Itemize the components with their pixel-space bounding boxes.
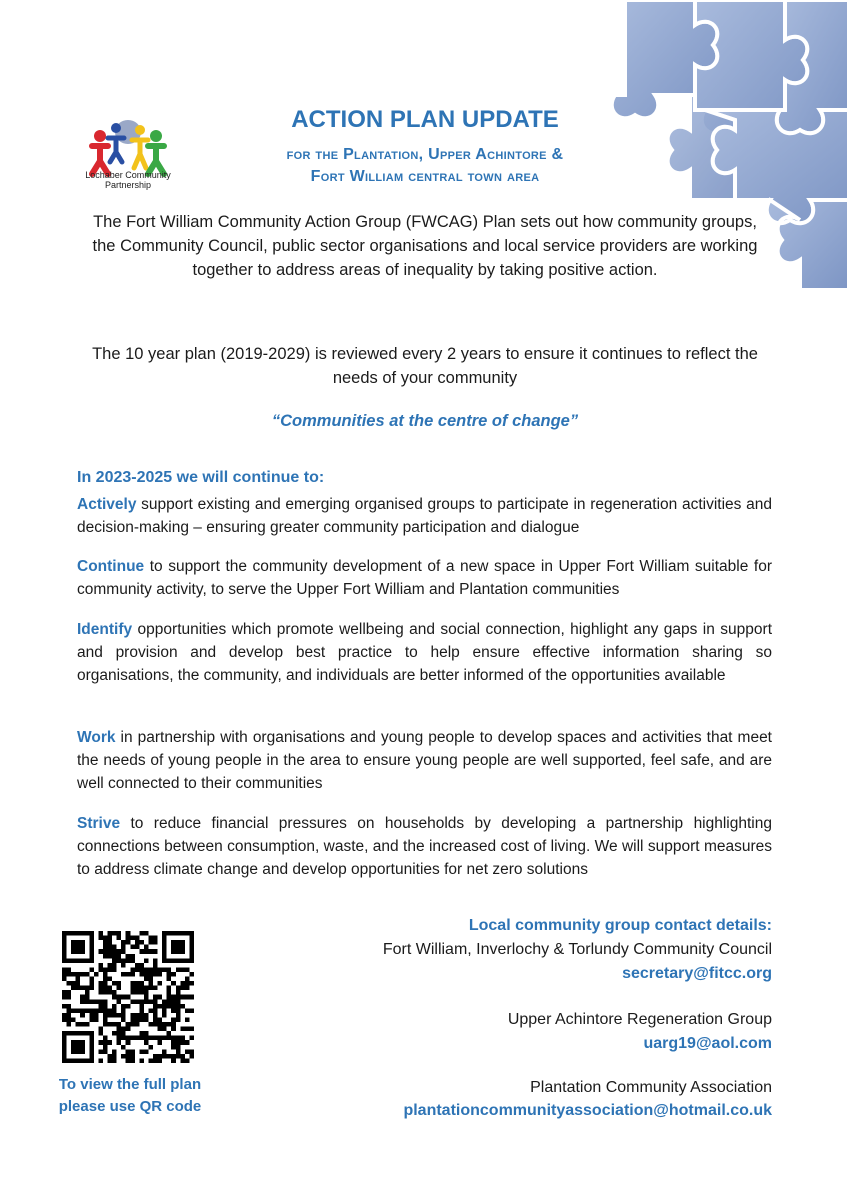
slogan: “Communities at the centre of change” xyxy=(271,412,579,430)
commitment-item xyxy=(77,493,772,539)
subtitle-line-1: for the Plantation, Upper Achintore & xyxy=(286,146,564,163)
commitment-keyword: Continue xyxy=(77,558,145,575)
contacts-heading: Local community group contact details: xyxy=(468,917,772,934)
commitment-keyword: Actively xyxy=(77,496,137,513)
subtitle-line-2: Fort William central town area xyxy=(310,168,540,185)
plan-review-paragraph: The 10 year plan (2019-2029) is reviewed every 2 years to ensure it continues to reflect the needs of your community xyxy=(92,345,758,387)
page-title: ACTION PLAN UPDATE xyxy=(291,106,559,133)
contact-group-name: Fort William, Inverlochy & Torlundy Community Council xyxy=(382,941,772,958)
commitment-item xyxy=(77,555,772,601)
commitment-item xyxy=(77,812,772,881)
contact-group-name: Upper Achintore Regeneration Group xyxy=(507,1011,772,1028)
commitments-heading: In 2023-2025 we will continue to: xyxy=(77,469,325,486)
qr-caption xyxy=(40,1074,220,1118)
contact-email-link[interactable]: plantationcommunityassociation@hotmail.co.uk xyxy=(403,1102,772,1119)
logo-caption: Lochaber Community Partnership xyxy=(85,170,171,190)
commitment-item xyxy=(77,726,772,795)
commitment-text: to support the community development of a new space in Upper Fort William suitable for community activity, to serve the Upper Fort William and Plantation communities xyxy=(77,558,772,598)
commitment-text: opportunities which promote wellbeing and social connection, highlight any gaps in support and provision and develop best practice to help ensure effective information sharing so organisations, the community, and individuals are better informed of the opportunities available xyxy=(77,621,772,684)
contact-email-link[interactable]: secretary@fitcc.org xyxy=(622,965,772,982)
contact-email-link[interactable]: uarg19@aol.com xyxy=(643,1035,772,1052)
qr-code[interactable] xyxy=(62,931,194,1063)
commitment-text: to reduce financial pressures on households by developing a partnership highlighting connections between consumption, waste, and the increased cost of living. We will support measures to address climate change and develop opportunities for net zero solutions xyxy=(77,815,772,878)
commitment-item xyxy=(77,618,772,687)
commitment-keyword: Strive xyxy=(77,815,121,832)
commitment-keyword: Work xyxy=(77,729,116,746)
intro-paragraph: The Fort William Community Action Group (FWCAG) Plan sets out how community groups, the Community Council, public sector organisations and local service providers are working together to address areas of inequality by taking positive action. xyxy=(92,213,758,279)
qr-caption-line-1: To view the full plan xyxy=(58,1076,202,1093)
contact-group-name: Plantation Community Association xyxy=(530,1079,772,1096)
commitment-text: support existing and emerging organised groups to participate in regeneration activities and decision-making – ensuring greater community participation and dialogue xyxy=(77,496,772,536)
commitment-keyword: Identify xyxy=(77,621,133,638)
qr-caption-line-2: please use QR code xyxy=(58,1098,202,1115)
commitment-text: in partnership with organisations and young people to develop spaces and activities that meet the needs of young people in the area to ensure young people are well supported, feel safe, and are well connected to their communities xyxy=(77,729,772,792)
